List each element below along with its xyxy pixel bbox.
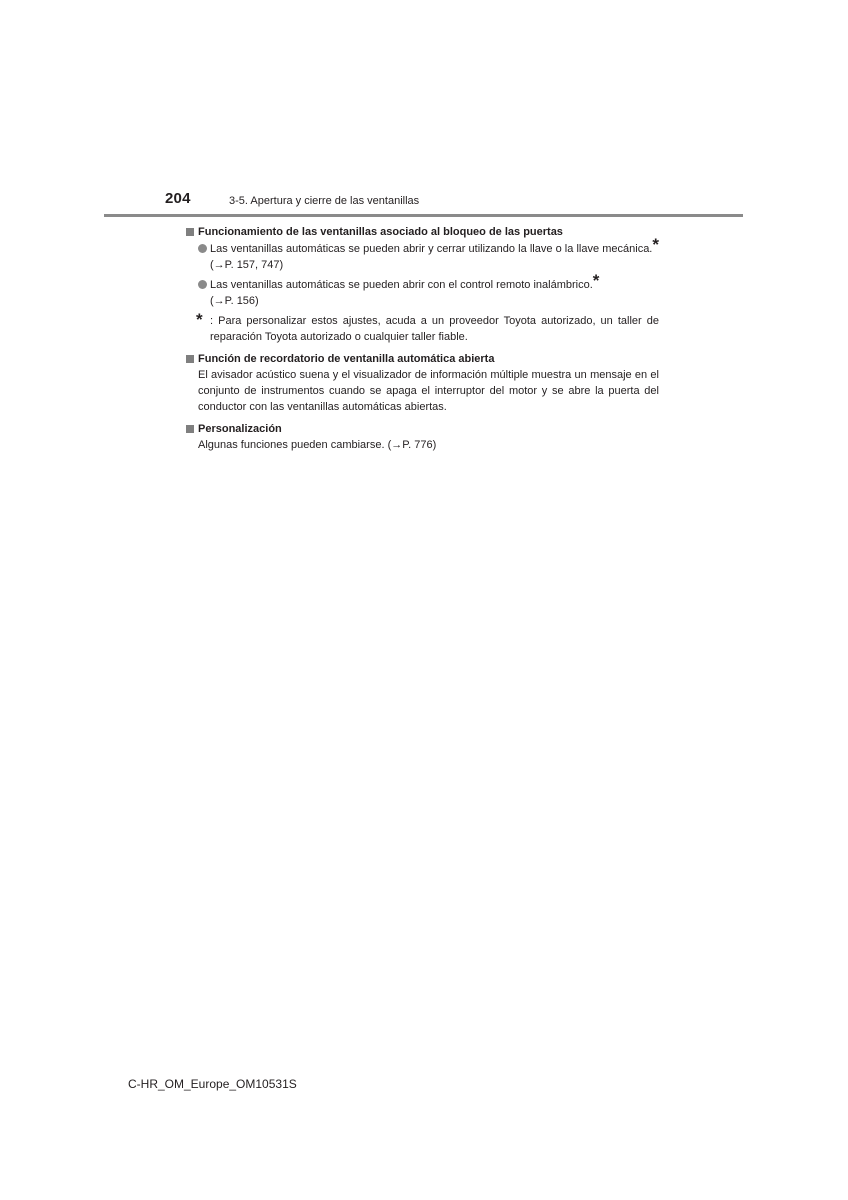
header-rule [104, 214, 743, 217]
bullet-text: Las ventanillas automáticas se pueden abrir con el control remoto inalámbrico. [210, 279, 593, 291]
section-heading [186, 351, 659, 367]
main-content [186, 224, 659, 457]
heading-text: Función de recordatorio de ventanilla automática abierta [198, 353, 495, 365]
page-reference-link[interactable]: (→P. 156) [210, 295, 259, 307]
list-item [186, 235, 659, 273]
page-reference-link[interactable]: (→P. 157, 747) [210, 259, 284, 271]
section-window-lock [186, 224, 659, 345]
asterisk-marker: * [652, 235, 659, 254]
heading-text: Funcionamiento de las ventanillas asociado al bloqueo de las puertas [198, 226, 563, 238]
section-body: Algunas funciones pueden cambiarse. (→P. 776) [198, 439, 437, 451]
square-bullet-icon [186, 228, 194, 236]
square-bullet-icon [186, 355, 194, 363]
section-customization [186, 421, 659, 453]
bullet-text: Las ventanillas automáticas se pueden abrir y cerrar utilizando la llave o la llave mecánica. [210, 243, 653, 255]
document-code: C-HR_OM_Europe_OM10531S [128, 1077, 297, 1091]
footnote-asterisk: * [196, 310, 203, 329]
section-heading [186, 224, 659, 240]
section-body: El avisador acústico suena y el visualizador de información múltiple muestra un mensaje en el conjunto de instrumentos cuando se apaga el interruptor del motor y se abre la puerta del conductor con las ventanillas automáticas abiertas. [198, 369, 659, 413]
footnote [186, 310, 659, 345]
section-heading [186, 421, 659, 437]
square-bullet-icon [186, 425, 194, 433]
asterisk-marker: * [592, 271, 600, 290]
page-number: 204 [165, 190, 191, 207]
section-open-window-reminder [186, 351, 659, 415]
circle-bullet-icon [198, 244, 207, 253]
circle-bullet-icon [198, 280, 207, 289]
footnote-text: : Para personalizar estos ajustes, acuda a un proveedor Toyota autorizado, un taller de reparación Toyota autorizado o cualquier taller fiable. [210, 315, 659, 343]
section-title: 3-5. Apertura y cierre de las ventanillas [229, 195, 420, 207]
list-item [186, 271, 659, 309]
heading-text: Personalización [198, 423, 282, 435]
